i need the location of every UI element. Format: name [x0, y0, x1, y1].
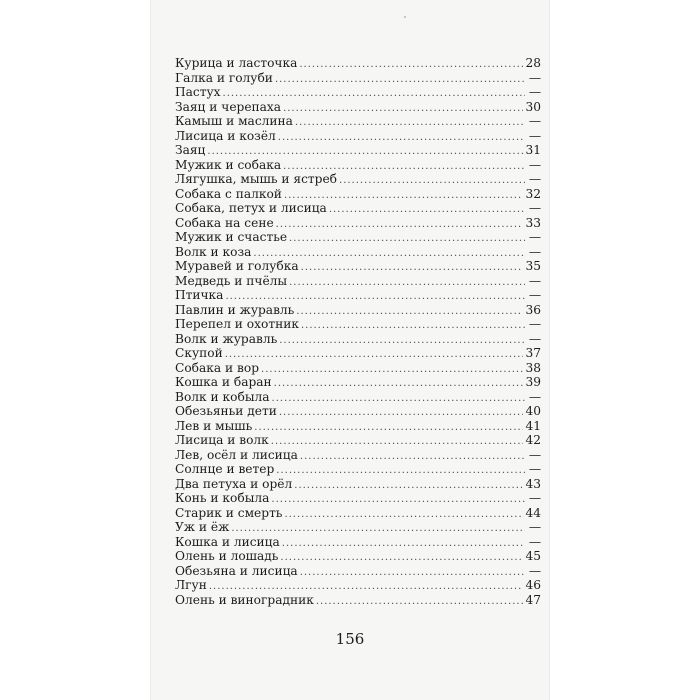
- toc-entry-title: Конь и кобыла: [175, 491, 270, 505]
- toc-entry: [175, 143, 541, 158]
- toc-entry: [175, 564, 541, 579]
- toc-entry-page: —: [528, 244, 541, 259]
- toc-entry-page: —: [528, 534, 541, 549]
- toc-entry-title: Старик и смерть: [175, 505, 283, 520]
- dot-leader: [289, 276, 525, 291]
- toc-entry: [175, 56, 541, 71]
- toc-entry: [175, 230, 541, 245]
- toc-entry-page: —: [528, 230, 541, 244]
- toc-entry-title: Заяц: [175, 143, 206, 157]
- dot-leader: [261, 363, 523, 378]
- toc-entry-title: Муравей и голубка: [175, 259, 299, 273]
- toc-entry: [175, 346, 541, 361]
- dot-leader: [300, 450, 525, 465]
- toc-entry-title: Мужик и счастье: [175, 230, 288, 244]
- toc-entry-page: 31: [525, 143, 541, 157]
- toc-entry-title: Два петуха и орёл: [175, 476, 293, 491]
- toc-entry: [175, 201, 541, 216]
- toc-entry-page: —: [528, 331, 541, 346]
- toc-entry-page: 38: [525, 360, 541, 375]
- toc-entry-page: —: [528, 317, 541, 331]
- toc-entry-page: 42: [525, 433, 541, 447]
- dot-leader: [279, 406, 524, 421]
- toc-entry-page: —: [528, 172, 541, 186]
- toc-entry-title: Кошка и баран: [175, 375, 272, 389]
- toc-entry: [175, 274, 541, 289]
- dot-leader: [225, 348, 524, 363]
- toc-entry: [175, 85, 541, 100]
- toc-entry: [175, 375, 541, 390]
- toc-entry: [175, 506, 541, 521]
- toc-entry: [175, 303, 541, 318]
- table-of-contents: [175, 56, 541, 607]
- toc-entry-page: —: [528, 201, 541, 215]
- toc-entry-page: 40: [525, 404, 541, 418]
- dot-leader: [254, 421, 523, 436]
- toc-entry-page: 32: [525, 186, 541, 201]
- toc-entry: [175, 419, 541, 434]
- dot-leader: [295, 116, 525, 131]
- dot-leader: [279, 334, 525, 349]
- toc-entry-page: 44: [525, 505, 541, 520]
- toc-entry-title: Птичка: [175, 288, 224, 302]
- toc-entry: [175, 462, 541, 477]
- dot-leader: [301, 261, 524, 276]
- toc-entry-title: Кошка и лисица: [175, 534, 280, 549]
- toc-entry-page: 46: [525, 578, 541, 592]
- toc-entry-page: 39: [525, 375, 541, 389]
- toc-entry-page: 43: [525, 476, 541, 491]
- toc-entry-title: Лгун: [175, 578, 207, 592]
- toc-entry: [175, 433, 541, 448]
- toc-entry: [175, 593, 541, 608]
- toc-entry-page: —: [528, 563, 541, 578]
- dot-leader: [274, 377, 524, 392]
- toc-entry-page: —: [528, 520, 541, 534]
- toc-entry-title: Волк и коза: [175, 244, 252, 259]
- toc-entry-page: —: [528, 273, 541, 288]
- dot-leader: [299, 58, 523, 73]
- toc-entry-title: Заяц и черепаха: [175, 99, 282, 114]
- page-number: 156: [335, 630, 365, 648]
- toc-entry-page: —: [528, 128, 541, 143]
- toc-entry-title: Волк и журавль: [175, 331, 278, 346]
- toc-entry-title: Лев и мышь: [175, 418, 253, 433]
- toc-entry-title: Олень и виноградник: [175, 592, 314, 607]
- toc-entry-title: Лев, осёл и лисица: [175, 447, 298, 462]
- dot-leader: [282, 537, 525, 552]
- dot-leader: [289, 232, 525, 247]
- toc-entry-title: Обезьяньи дети: [175, 404, 277, 418]
- dot-leader: [284, 508, 523, 523]
- toc-entry-title: Уж и ёж: [175, 520, 230, 534]
- dot-leader: [276, 464, 525, 479]
- toc-entry-page: 45: [525, 549, 541, 563]
- toc-entry-page: 41: [525, 418, 541, 433]
- toc-entry-title: Медведь и пчёлы: [175, 273, 288, 288]
- dot-leader: [278, 131, 525, 146]
- dot-leader: [280, 551, 523, 566]
- toc-entry-page: 28: [525, 56, 541, 70]
- toc-entry-page: 33: [525, 215, 541, 230]
- toc-entry: [175, 71, 541, 86]
- toc-entry: [175, 259, 541, 274]
- toc-entry: [175, 578, 541, 593]
- toc-entry-page: —: [528, 462, 541, 476]
- paper-speck: [404, 16, 406, 18]
- toc-entry-title: Курица и ласточка: [175, 56, 298, 70]
- dot-leader: [294, 479, 523, 494]
- toc-entry: [175, 114, 541, 129]
- toc-entry-title: Лисица и волк: [175, 433, 269, 447]
- toc-entry-page: —: [528, 85, 541, 99]
- toc-entry-page: —: [528, 447, 541, 462]
- dot-leader: [271, 435, 524, 450]
- toc-entry-title: Пастух: [175, 85, 221, 99]
- toc-entry-title: Обезьяна и лисица: [175, 563, 298, 578]
- dot-leader: [339, 174, 525, 189]
- toc-entry-page: 30: [525, 99, 541, 114]
- toc-entry: [175, 158, 541, 173]
- toc-entry: [175, 520, 541, 535]
- toc-entry-title: Собака с палкой: [175, 186, 282, 201]
- toc-entry-title: Олень и лошадь: [175, 549, 279, 563]
- toc-entry-title: Перепел и охотник: [175, 317, 299, 331]
- toc-entry-title: Лисица и козёл: [175, 128, 276, 143]
- dot-leader: [301, 319, 525, 334]
- dot-leader: [296, 305, 523, 320]
- toc-entry-title: Павлин и журавль: [175, 302, 295, 317]
- toc-entry-page: —: [528, 70, 541, 85]
- toc-entry-page: —: [528, 491, 541, 505]
- toc-entry-page: 35: [525, 259, 541, 273]
- toc-entry-title: Камыш и маслина: [175, 114, 293, 128]
- toc-entry: [175, 100, 541, 115]
- toc-entry-title: Мужик и собака: [175, 157, 282, 172]
- toc-entry-title: Собака и вор: [175, 360, 260, 375]
- toc-entry-title: Солнце и ветер: [175, 462, 275, 476]
- toc-entry: [175, 332, 541, 347]
- toc-entry-page: —: [528, 288, 541, 302]
- toc-entry-page: —: [528, 389, 541, 404]
- toc-entry: [175, 491, 541, 506]
- toc-entry-title: Скупой: [175, 346, 223, 360]
- toc-entry: [175, 477, 541, 492]
- toc-entry: [175, 390, 541, 405]
- dot-leader: [316, 595, 524, 610]
- toc-entry-page: —: [528, 114, 541, 128]
- toc-entry-title: Лягушка, мышь и ястреб: [175, 172, 338, 186]
- toc-entry: [175, 448, 541, 463]
- toc-entry-page: 36: [525, 302, 541, 317]
- toc-entry: [175, 245, 541, 260]
- toc-entry-page: 47: [525, 592, 541, 607]
- toc-entry-title: Волк и кобыла: [175, 389, 270, 404]
- toc-entry-title: Собака на сене: [175, 215, 274, 230]
- dot-leader: [272, 392, 525, 407]
- toc-entry: [175, 216, 541, 231]
- toc-entry: [175, 187, 541, 202]
- toc-entry-title: Собака, петух и лисица: [175, 201, 327, 215]
- toc-entry: [175, 535, 541, 550]
- toc-entry: [175, 172, 541, 187]
- toc-entry-page: 37: [525, 346, 541, 360]
- toc-entry: [175, 129, 541, 144]
- toc-entry: [175, 361, 541, 376]
- dot-leader: [283, 102, 523, 117]
- dot-leader: [276, 218, 524, 233]
- toc-entry-page: —: [528, 157, 541, 172]
- toc-entry-title: Галка и голуби: [175, 70, 273, 85]
- toc-entry: [175, 404, 541, 419]
- dot-leader: [300, 566, 525, 581]
- toc-entry: [175, 549, 541, 564]
- toc-entry: [175, 288, 541, 303]
- dot-leader: [271, 493, 525, 508]
- toc-entry: [175, 317, 541, 332]
- dot-leader: [275, 73, 525, 88]
- dot-leader: [329, 203, 525, 218]
